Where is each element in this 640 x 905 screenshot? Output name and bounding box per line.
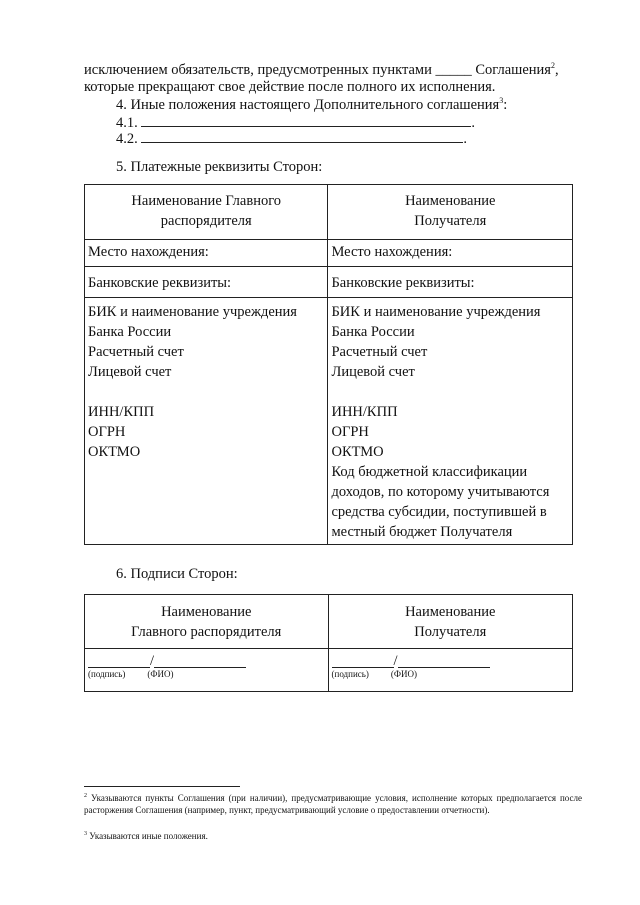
details-cell-right <box>328 298 573 545</box>
clause-4-2: 4.2. . <box>116 131 467 147</box>
detail-spacer <box>331 382 569 402</box>
section-6-heading: 6. Подписи Сторон: <box>116 566 238 582</box>
location-row <box>85 240 573 267</box>
signature-field-right: / <box>332 655 570 668</box>
details-cell-left <box>85 298 328 545</box>
detail-line: ОКТМО <box>88 444 141 460</box>
clause-4-2-blank <box>141 130 463 143</box>
detail-line: ИНН/КПП <box>88 404 155 420</box>
footnote-ref-2: 2 <box>550 61 555 70</box>
signatures-table <box>84 594 573 692</box>
requisites-header-row <box>85 185 573 240</box>
footnote-2: $^2$ Указываются пункты Соглашения (при наличии), предусматривающие условия, исполнение которых предполагается после расторжения Соглашения (например, пункт, предусматривающий условие о предоставлении отчетности). <box>84 793 582 815</box>
recipient-header: Наименование Получателя <box>328 185 573 240</box>
footnote-separator <box>84 786 240 787</box>
detail-line: Расчетный счет <box>331 344 428 360</box>
footnote-3: $^3$ Указываются иные положения. <box>84 831 208 841</box>
detail-line: Банка России <box>331 324 415 340</box>
clause-4-1: 4.1. . <box>116 115 475 131</box>
footnote-ref-3: 3 <box>499 96 504 105</box>
detail-line: ОГРН <box>88 424 126 440</box>
detail-line: местный бюджет Получателя <box>331 524 513 540</box>
signatures-sign-row <box>85 649 573 692</box>
bank-cell-left: Банковские реквизиты: <box>85 267 328 298</box>
detail-line: БИК и наименование учреждения <box>88 304 297 320</box>
detail-line: доходов, по которому учитываются <box>331 484 550 500</box>
detail-line: Лицевой счет <box>88 364 172 380</box>
detail-line: Банка России <box>88 324 172 340</box>
signature-field-left: / <box>88 655 325 668</box>
text-line-obligations-cont: которые прекращают свое действие после полного их исполнения. <box>84 79 496 95</box>
detail-line: ОГРН <box>331 424 369 440</box>
detail-line: Лицевой счет <box>331 364 415 380</box>
detail-line: ИНН/КПП <box>331 404 398 420</box>
sig-cell-right <box>328 649 573 692</box>
detail-line: Расчетный счет <box>88 344 184 360</box>
bank-row <box>85 267 573 298</box>
detail-line: ОКТМО <box>331 444 384 460</box>
detail-spacer <box>88 382 324 402</box>
signatures-header-row <box>85 595 573 649</box>
bank-cell-right: Банковские реквизиты: <box>328 267 573 298</box>
signature-captions-left: (подпись) (ФИО) <box>88 669 174 679</box>
detail-line: БИК и наименование учреждения <box>331 304 541 320</box>
location-cell-left: Место нахождения: <box>85 240 328 267</box>
signature-captions-right: (подпись) (ФИО) <box>331 669 417 679</box>
details-row <box>85 298 573 545</box>
location-cell-right: Место нахождения: <box>328 240 573 267</box>
clause-4-1-blank <box>141 114 471 127</box>
section-5-heading: 5. Платежные реквизиты Сторон: <box>116 159 323 175</box>
detail-line: Код бюджетной классификации <box>331 464 528 480</box>
text-line-obligations: исключением обязательств, предусмотренных пунктами _____ Соглашения$^2$, <box>84 61 559 78</box>
main-manager-header: Наименование Главного распорядителя <box>85 185 328 240</box>
section-4-heading: 4. Иные положения настоящего Дополнительного соглашения$^3$: <box>116 96 508 113</box>
detail-line: средства субсидии, поступившей в <box>331 504 547 520</box>
sig-recipient-header: Наименование Получателя <box>328 595 573 649</box>
sig-cell-left <box>85 649 329 692</box>
sig-main-manager-header: Наименование Главного распорядителя <box>85 595 329 649</box>
requisites-table <box>84 184 573 545</box>
